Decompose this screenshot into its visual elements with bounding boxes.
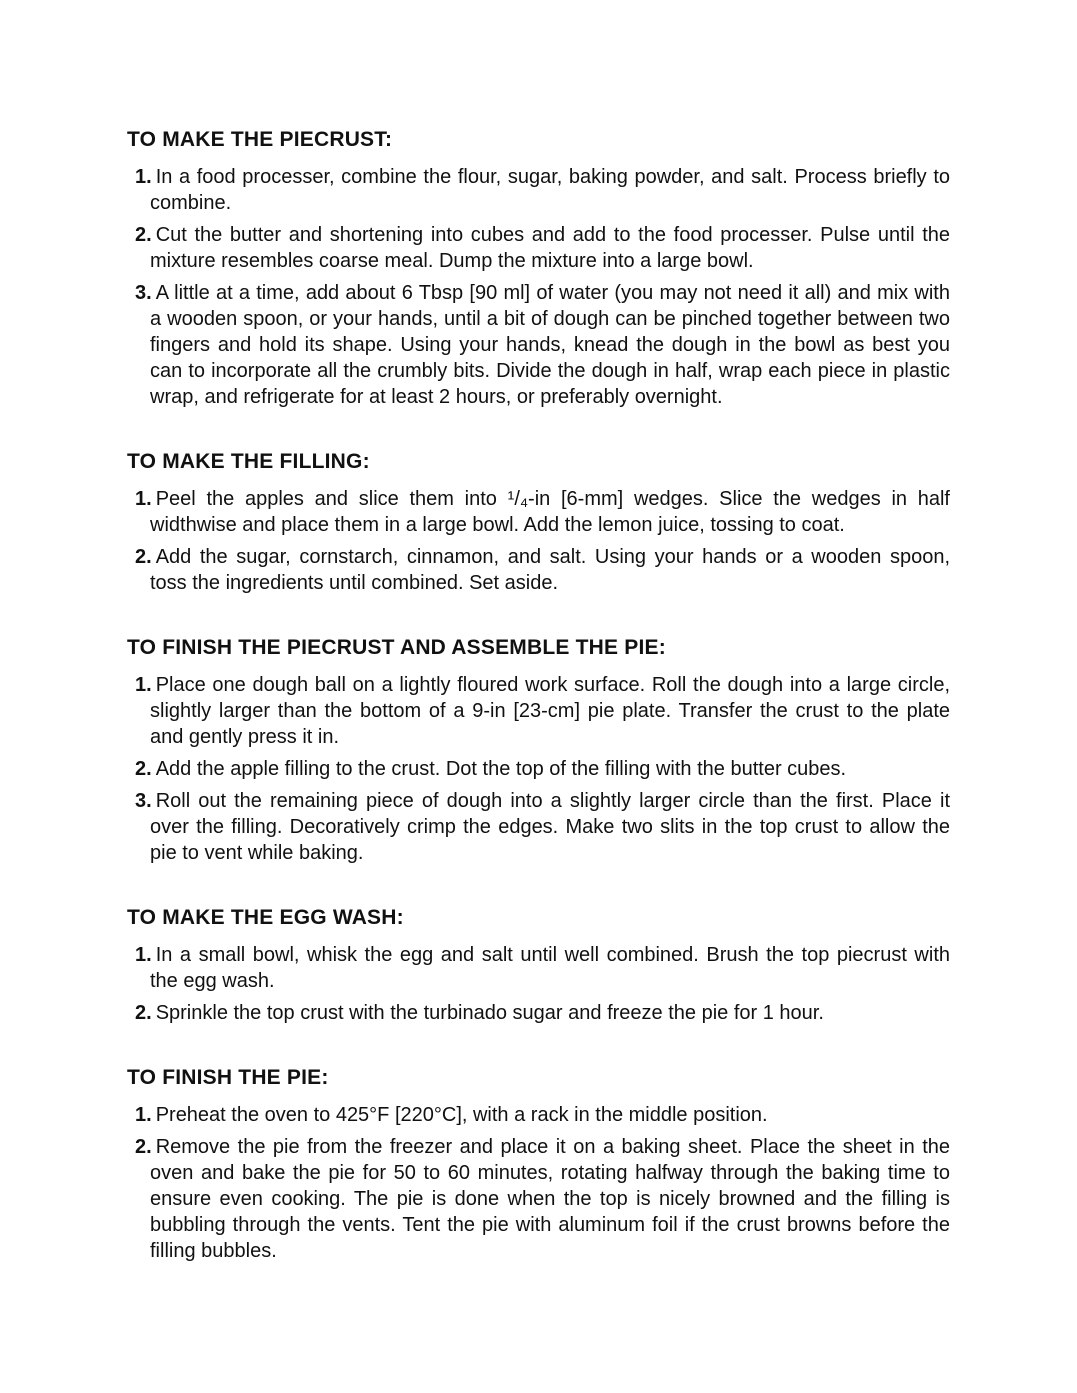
step-text: A little at a time, add about 6 Tbsp [90 ml] of water (you may not need it all) and mix with a wooden spoon, or your hands, until a bit of dough can be pinched together between two fingers and hold its shape. Using your hands, knead the dough in the bowl as best you can to incorporate all the crumbly bits. Divide the dough in half, wrap each piece in plastic wrap, and refrigerate for at least 2 hours, or preferably overnight.: [150, 282, 950, 408]
step-item: [135, 222, 950, 274]
step-item: [135, 788, 950, 866]
step-item: [135, 756, 950, 782]
step-text: Sprinkle the top crust with the turbinado sugar and freeze the pie for 1 hour.: [155, 1002, 824, 1024]
section-finish-pie: [127, 1066, 950, 1264]
step-item: [135, 942, 950, 994]
step-number: 1.: [135, 166, 152, 188]
step-list: [127, 164, 950, 410]
step-number: 2.: [135, 1136, 152, 1158]
step-number: 1.: [135, 488, 152, 510]
step-number: 2.: [135, 758, 152, 780]
step-item: [135, 1000, 950, 1026]
step-item: [135, 280, 950, 410]
step-item: [135, 486, 950, 538]
step-text: Peel the apples and slice them into ¹/₄-in [6-mm] wedges. Slice the wedges in half widthwise and place them in a large bowl. Add the lemon juice, tossing to coat.: [150, 488, 950, 536]
section-heading: TO MAKE THE PIECRUST:: [127, 128, 393, 151]
step-text: Remove the pie from the freezer and place it on a baking sheet. Place the sheet in the oven and bake the pie for 50 to 60 minutes, rotating halfway through the baking time to ensure even cooking. The pie is done when the top is nicely browned and the filling is bubbling through the vents. Tent the pie with aluminum foil if the crust browns before the filling bubbles.: [150, 1136, 950, 1262]
step-number: 1.: [135, 674, 152, 696]
section-egg-wash: [127, 906, 950, 1026]
section-heading: TO FINISH THE PIE:: [127, 1066, 329, 1089]
step-item: [135, 672, 950, 750]
step-number: 1.: [135, 1104, 152, 1126]
section-assemble-pie: [127, 636, 950, 866]
step-number: 2.: [135, 546, 152, 568]
section-filling: [127, 450, 950, 596]
step-text: In a food processer, combine the flour, sugar, baking powder, and salt. Process briefly to combine.: [150, 166, 950, 214]
section-heading: TO FINISH THE PIECRUST AND ASSEMBLE THE PIE:: [127, 636, 666, 659]
step-number: 3.: [135, 282, 152, 304]
step-item: [135, 1134, 950, 1264]
step-item: [135, 544, 950, 596]
step-text: Add the sugar, cornstarch, cinnamon, and salt. Using your hands or a wooden spoon, toss the ingredients until combined. Set aside.: [150, 546, 950, 594]
step-item: [135, 1102, 950, 1128]
step-text: In a small bowl, whisk the egg and salt until well combined. Brush the top piecrust with the egg wash.: [150, 944, 950, 992]
step-text: Add the apple filling to the crust. Dot the top of the filling with the butter cubes.: [155, 758, 847, 780]
step-number: 2.: [135, 224, 152, 246]
step-list: [127, 942, 950, 1026]
section-piecrust: [127, 128, 950, 410]
step-text: Roll out the remaining piece of dough into a slightly larger circle than the first. Place it over the filling. Decoratively crimp the edges. Make two slits in the top crust to allow the pie to vent while baking.: [150, 790, 950, 864]
step-list: [127, 1102, 950, 1264]
step-number: 1.: [135, 944, 152, 966]
step-text: Preheat the oven to 425°F [220°C], with a rack in the middle position.: [155, 1104, 768, 1126]
step-item: [135, 164, 950, 216]
step-text: Cut the butter and shortening into cubes and add to the food processer. Pulse until the mixture resembles coarse meal. Dump the mixture into a large bowl.: [150, 224, 950, 272]
step-list: [127, 486, 950, 596]
section-heading: TO MAKE THE EGG WASH:: [127, 906, 404, 929]
step-list: [127, 672, 950, 866]
step-number: 2.: [135, 1002, 152, 1024]
section-heading: TO MAKE THE FILLING:: [127, 450, 370, 473]
step-number: 3.: [135, 790, 152, 812]
step-text: Place one dough ball on a lightly floured work surface. Roll the dough into a large circle, slightly larger than the bottom of a 9-in [23-cm] pie plate. Transfer the crust to the plate and gently press it in.: [150, 674, 950, 748]
